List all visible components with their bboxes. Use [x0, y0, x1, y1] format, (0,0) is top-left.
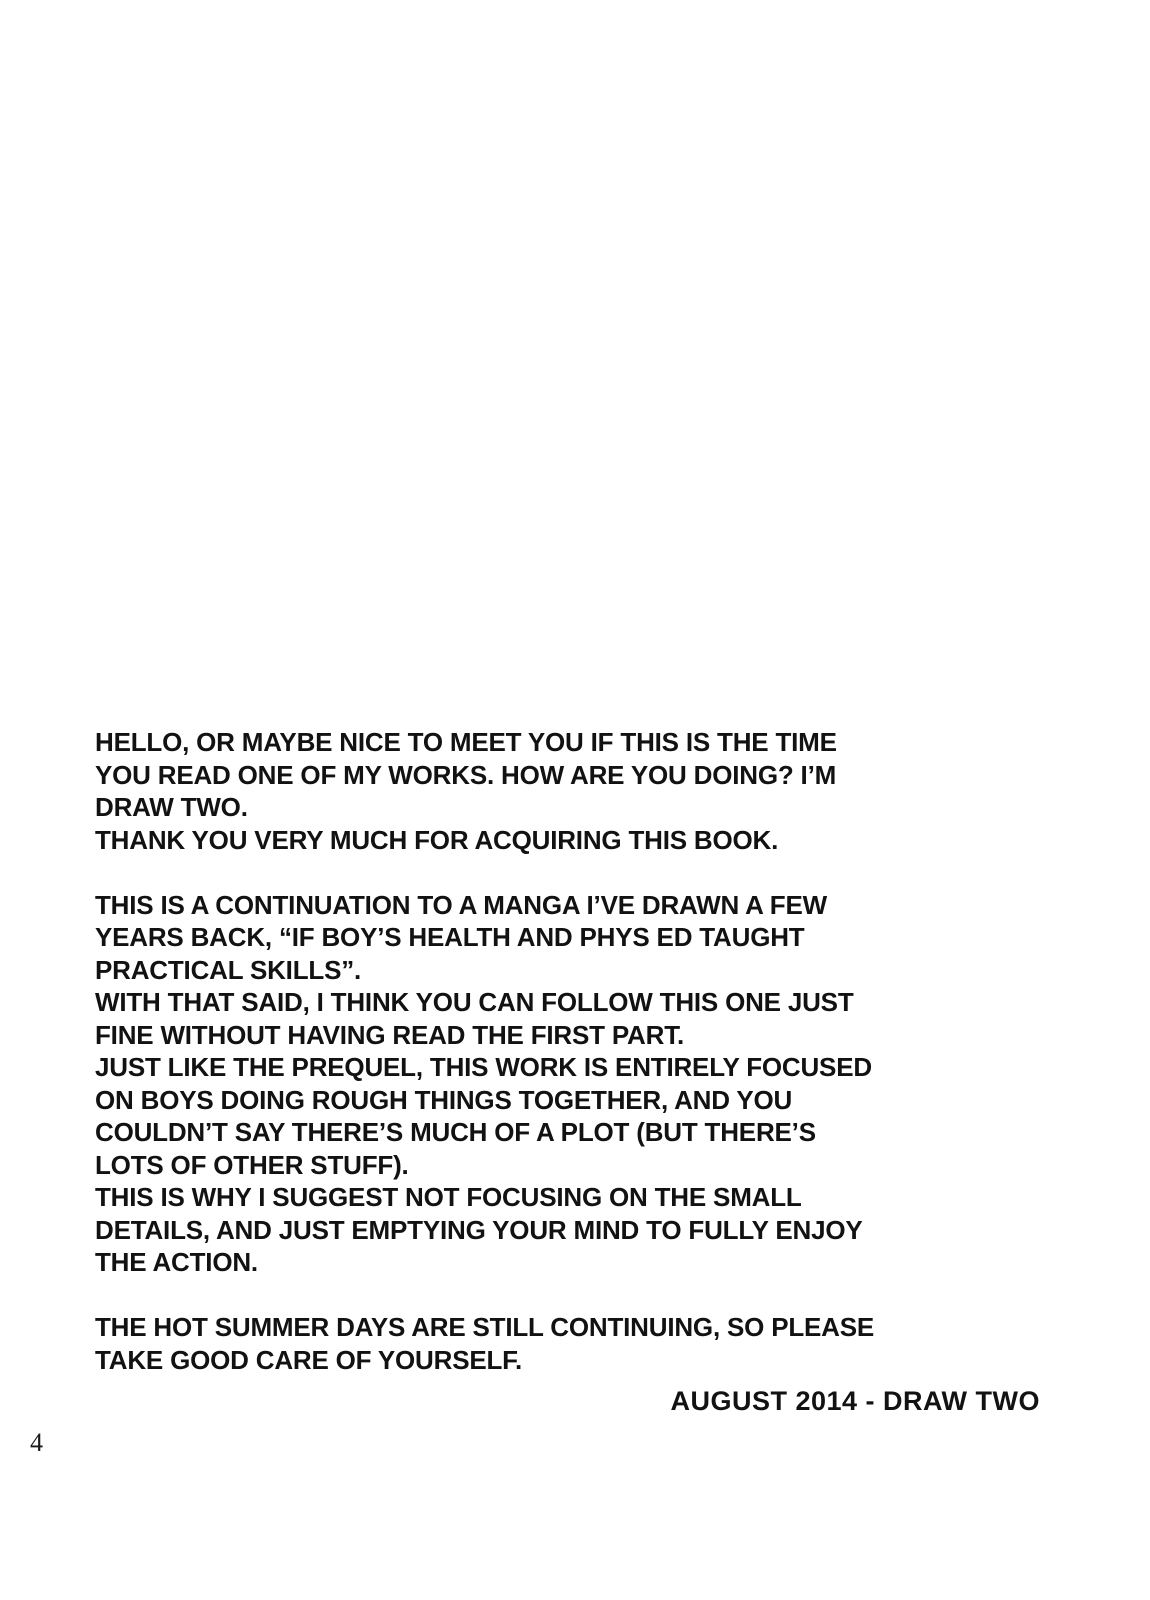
- text-line: HELLO, OR MAYBE NICE TO MEET YOU IF THIS IS THE TIME: [95, 727, 837, 757]
- paragraph: [95, 1311, 995, 1376]
- text-line: TAKE GOOD CARE OF YOURSELF.: [95, 1344, 523, 1375]
- paragraph: [95, 889, 995, 1279]
- text-line: LOTS OF OTHER STUFF).: [95, 1149, 409, 1180]
- text-line: THANK YOU VERY MUCH FOR ACQUIRING THIS BOOK.: [95, 824, 779, 855]
- afterword-text: [95, 726, 995, 1376]
- text-line: DETAILS, AND JUST EMPTYING YOUR MIND TO FULLY ENJOY: [95, 1214, 863, 1245]
- text-line: THE ACTION.: [95, 1247, 258, 1277]
- text-line: THIS IS A CONTINUATION TO A MANGA I’VE DRAWN A FEW: [95, 889, 827, 920]
- text-line: JUST LIKE THE PREQUEL, THIS WORK IS ENTIRELY FOCUSED: [95, 1052, 872, 1082]
- text-line: ON BOYS DOING ROUGH THINGS TOGETHER, AND YOU: [95, 1084, 793, 1115]
- text-line: THIS IS WHY I SUGGEST NOT FOCUSING ON THE SMALL: [95, 1182, 802, 1212]
- text-line: WITH THAT SAID, I THINK YOU CAN FOLLOW THIS ONE JUST: [95, 987, 854, 1017]
- text-line: YEARS BACK, “IF BOY’S HEALTH AND PHYS ED TAUGHT: [95, 922, 805, 952]
- page-number: 4: [30, 1428, 43, 1457]
- text-line: THE HOT SUMMER DAYS ARE STILL CONTINUING, SO PLEASE: [95, 1312, 875, 1342]
- text-line: FINE WITHOUT HAVING READ THE FIRST PART.: [95, 1019, 685, 1050]
- text-line: PRACTICAL SKILLS”.: [95, 954, 362, 985]
- text-line: COULDN’T SAY THERE’S MUCH OF A PLOT (BUT THERE’S: [95, 1117, 816, 1147]
- paragraph: [95, 726, 995, 856]
- text-line: DRAW TWO.: [95, 792, 248, 822]
- text-line: YOU READ ONE OF MY WORKS. HOW ARE YOU DOING? I’M: [95, 759, 837, 790]
- author-signature: AUGUST 2014 - DRAW TWO: [670, 1386, 1040, 1416]
